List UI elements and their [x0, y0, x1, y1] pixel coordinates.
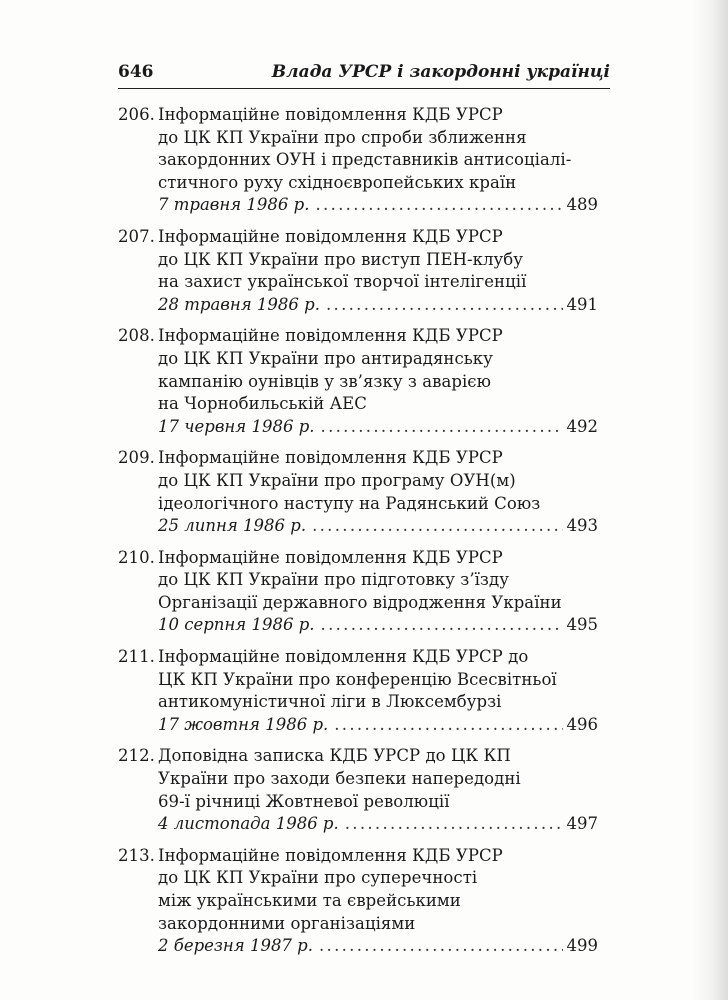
toc-entry: [118, 646, 598, 736]
toc-entry-title-line: [118, 745, 598, 768]
toc-entry-number: 212.: [118, 746, 155, 766]
dot-leader: [315, 194, 562, 217]
toc-entry-title-line: [118, 325, 598, 348]
toc-entry-title-line: [118, 393, 598, 416]
toc-entry-title-text: Організації державного відродження України: [158, 592, 562, 612]
toc-entry-date: 2 березня 1987 р.: [158, 936, 313, 956]
toc-entry-title-line: [118, 890, 598, 913]
toc-entry-title-line: [118, 149, 598, 172]
toc-entry-title-text: ЦК КП України про конференцію Всесвітньої: [158, 669, 557, 689]
toc-entry: [118, 845, 598, 958]
dot-leader: [319, 935, 563, 958]
toc-entry-title-line: [118, 547, 598, 570]
toc-entry-title-text: до ЦК КП України про спроби зближення: [158, 127, 527, 147]
toc-entry-page: 496: [566, 714, 598, 734]
toc-entry-date-line: [118, 813, 598, 836]
toc-entry-title-text: до ЦК КП України про програму ОУН(м): [158, 470, 516, 490]
toc-entry-title-line: [118, 348, 598, 371]
toc-entry-title-text: антикомуністичної ліги в Люксембурзі: [158, 692, 502, 712]
toc-entry-title-text: кампанію оунівців у зв’язку з аварією: [158, 371, 491, 391]
toc-entry-title-text: стичного руху східноєвропейських країн: [158, 172, 517, 192]
toc-entry-title-text: Інформаційне повідомлення КДБ УРСР: [158, 547, 503, 567]
toc-entry-number: 207.: [118, 226, 155, 246]
toc-entry-title-text: Інформаційне повідомлення КДБ УРСР до: [158, 647, 529, 667]
toc-entry-title-line: [118, 845, 598, 868]
toc-entry-title-line: [118, 226, 598, 249]
toc-entry-title-line: [118, 791, 598, 814]
toc-entry-date-line: [118, 294, 598, 317]
toc-entry-title-text: Інформаційне повідомлення КДБ УРСР: [158, 226, 503, 246]
toc-entry-title-text: ідеологічного наступу на Радянський Союз: [158, 493, 541, 513]
toc-entry-title-line: [118, 669, 598, 692]
toc-entry-title-text: до ЦК КП України про антирадянську: [158, 348, 493, 368]
toc-entry-title-line: [118, 127, 598, 150]
toc-entry-title-line: [118, 592, 598, 615]
toc-entry: [118, 325, 598, 438]
toc-entry-page: 491: [566, 294, 598, 314]
toc-entry-number: 213.: [118, 845, 155, 865]
toc-entry-title-text: до ЦК КП України про підготовку з’їзду: [158, 570, 509, 590]
toc-entry-date-line: [118, 614, 598, 637]
toc-entry-title-line: [118, 271, 598, 294]
toc-entry-number: 211.: [118, 647, 155, 667]
toc-entry-title-line: [118, 447, 598, 470]
toc-entry-date: 17 червня 1986 р.: [158, 416, 315, 436]
toc-entry-title-text: закордонних ОУН і представників антисоціалі-: [158, 150, 572, 170]
toc-entry-title-line: [118, 470, 598, 493]
toc-entry-title-text: Інформаційне повідомлення КДБ УРСР: [158, 326, 503, 346]
toc-entry-number: 209.: [118, 448, 155, 468]
dot-leader: [345, 813, 563, 836]
toc-entry-date: 28 травня 1986 р.: [158, 294, 320, 314]
toc-entry-title-text: до ЦК КП України про виступ ПЕН-клубу: [158, 249, 524, 269]
toc-entry-title-text: Інформаційне повідомлення КДБ УРСР: [158, 845, 503, 865]
toc-entry: [118, 104, 598, 217]
toc-entry-title-text: України про заходи безпеки напередодні: [158, 769, 521, 789]
toc-entry-page: 495: [566, 615, 598, 635]
toc-entry-title-text: 69-ї річниці Жовтневої революції: [158, 791, 450, 811]
dot-leader: [321, 614, 563, 637]
toc-entry-page: 497: [566, 814, 598, 834]
toc-entry-title-line: [118, 867, 598, 890]
dot-leader: [321, 416, 563, 439]
table-of-contents: [118, 104, 598, 967]
dot-leader: [326, 294, 563, 317]
toc-entry-title-text: закордонними організаціями: [158, 913, 416, 933]
toc-entry-title-line: [118, 646, 598, 669]
toc-entry-date: 4 листопада 1986 р.: [158, 814, 339, 834]
toc-entry-date-line: [118, 714, 598, 737]
toc-entry-title-text: Доповідна записка КДБ УРСР до ЦК КП: [158, 746, 511, 766]
toc-entry-page: 493: [566, 516, 598, 536]
toc-entry-title-text: на захист української творчої інтелігенції: [158, 272, 527, 292]
toc-entry-date-line: [118, 515, 598, 538]
toc-entry-date: 7 травня 1986 р.: [158, 195, 310, 215]
toc-entry-title-line: [118, 172, 598, 195]
toc-entry-page: 499: [566, 936, 598, 956]
page-edge-shadow: [692, 0, 728, 1000]
toc-entry: [118, 547, 598, 637]
toc-entry-title-line: [118, 249, 598, 272]
toc-entry-title-text: між українськими та єврейськими: [158, 891, 461, 910]
toc-entry-date: 17 жовтня 1986 р.: [158, 714, 329, 734]
toc-entry-page: 489: [566, 195, 598, 215]
toc-entry-title-line: [118, 493, 598, 516]
toc-entry-title-line: [118, 913, 598, 936]
toc-entry-title-line: [118, 768, 598, 791]
toc-entry: [118, 226, 598, 316]
toc-entry-title-line: [118, 104, 598, 127]
toc-entry-title-line: [118, 371, 598, 394]
toc-entry-date-line: [118, 194, 598, 217]
toc-entry-date-line: [118, 935, 598, 958]
toc-entry-number: 210.: [118, 547, 155, 567]
toc-entry-page: 492: [566, 416, 598, 436]
toc-entry-date-line: [118, 416, 598, 439]
toc-entry-title-text: на Чорнобильській АЕС: [158, 394, 367, 414]
toc-entry-number: 208.: [118, 326, 155, 346]
toc-entry: [118, 447, 598, 537]
page-header: [118, 58, 610, 89]
toc-entry-date: 10 серпня 1986 р.: [158, 615, 315, 635]
page-number: 646: [118, 62, 154, 82]
dot-leader: [334, 714, 562, 737]
dot-leader: [312, 515, 562, 538]
toc-entry-title-line: [118, 569, 598, 592]
toc-entry-number: 206.: [118, 105, 155, 124]
toc-entry-title-line: [118, 691, 598, 714]
toc-entry: [118, 745, 598, 835]
toc-entry-date: 25 липня 1986 р.: [158, 516, 307, 536]
toc-entry-title-text: Інформаційне повідомлення КДБ УРСР: [158, 105, 503, 124]
running-title: Влада УРСР і закордонні українці: [271, 62, 610, 82]
toc-entry-title-text: до ЦК КП України про суперечності: [158, 868, 478, 888]
toc-entry-title-text: Інформаційне повідомлення КДБ УРСР: [158, 448, 503, 468]
